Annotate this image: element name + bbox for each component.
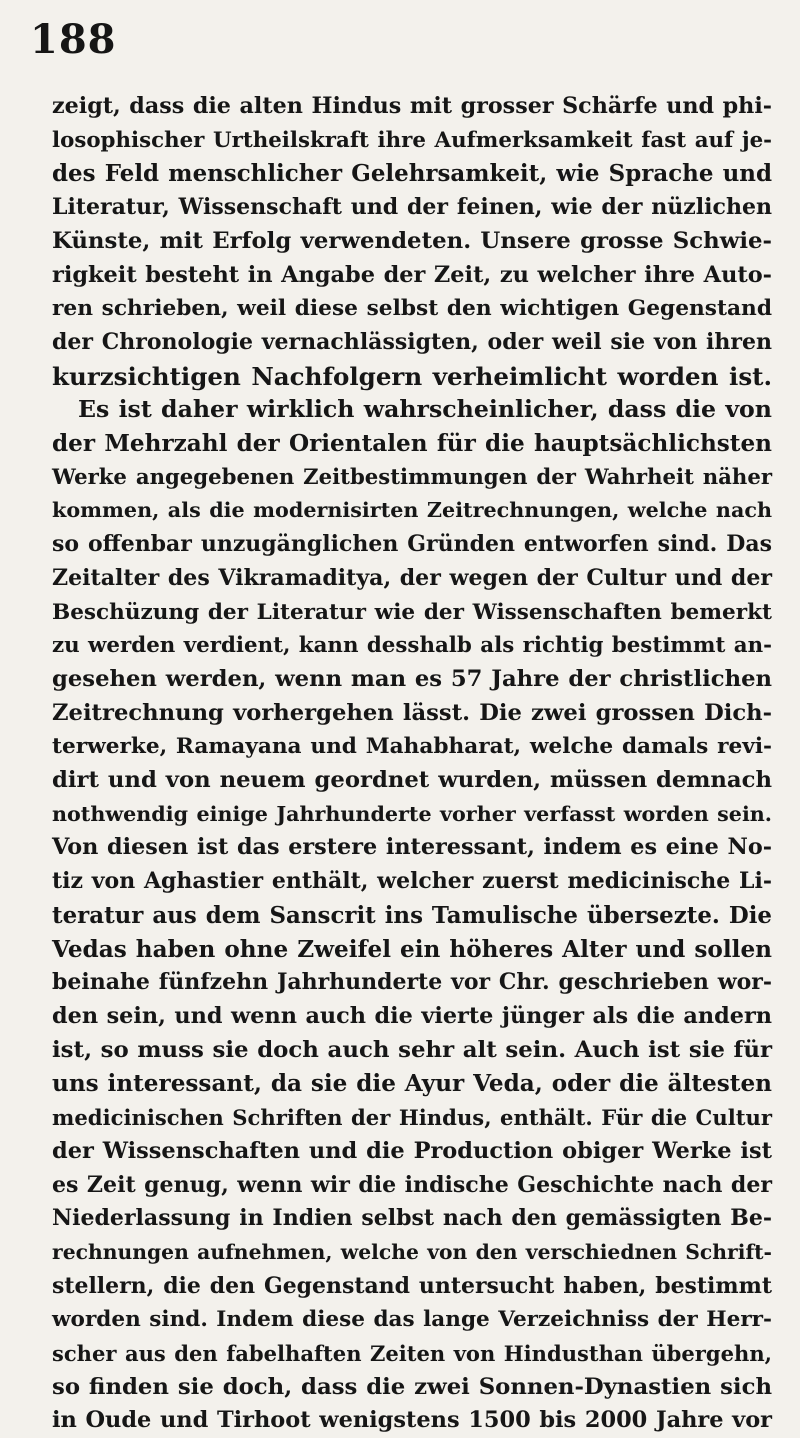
text-line: uns interessant, da sie die Ayur Veda, oder die ältesten xyxy=(52,1070,772,1098)
text-line: tiz von Aghastier enthält, welcher zuerst medicinische Li- xyxy=(52,868,772,895)
text-line: worden sind. Indem diese das lange Verzeichniss der Herr- xyxy=(52,1307,772,1333)
text-line: so finden sie doch, dass die zwei Sonnen-Dynastien sich xyxy=(52,1373,772,1400)
text-line: so offenbar unzugänglichen Gründen entworfen sind. Das xyxy=(52,531,772,558)
text-line: ren schrieben, weil diese selbst den wichtigen Gegenstand xyxy=(52,296,772,322)
text-line: rechnungen aufnehmen, welche von den verschiednen Schrift- xyxy=(52,1239,772,1264)
text-line: ist, so muss sie doch auch sehr alt sein. Auch ist sie für xyxy=(52,1036,772,1063)
text-line: des Feld menschlicher Gelehrsamkeit, wie Sprache und xyxy=(52,160,772,188)
text-line: rigkeit besteht in Angabe der Zeit, zu welcher ihre Auto- xyxy=(52,261,772,288)
text-line: beinahe fünfzehn Jahrhunderte vor Chr. geschrieben wor- xyxy=(52,969,772,996)
text-line: es Zeit genug, wenn wir die indische Geschichte nach der xyxy=(52,1171,772,1198)
text-line: Zeitrechnung vorhergehen lässt. Die zwei grossen Dich- xyxy=(52,699,772,726)
text-line: losophischer Urtheilskraft ihre Aufmerksamkeit fast auf je- xyxy=(52,127,772,153)
text-line: zeigt, dass die alten Hindus mit grosser Schärfe und phi- xyxy=(52,93,772,119)
text-line: terwerke, Ramayana und Mahabharat, welche damals revi- xyxy=(52,734,772,760)
body-text xyxy=(52,90,772,1438)
text-line: scher aus den fabelhaften Zeiten von Hindusthan übergehn, xyxy=(52,1341,772,1367)
text-line: Werke angegebenen Zeitbestimmungen der Wahrheit näher xyxy=(52,464,772,490)
text-line: zu werden verdient, kann desshalb als richtig bestimmt an- xyxy=(52,633,772,659)
text-line: der Chronologie vernachlässigten, oder weil sie von ihren xyxy=(52,328,772,355)
text-line: medicinischen Schriften der Hindus, enthält. Für die Cultur xyxy=(52,1105,772,1131)
text-line: den sein, und wenn auch die vierte jünger als die andern xyxy=(52,1002,772,1029)
text-line: Vedas haben ohne Zweifel ein höheres Alter und sollen xyxy=(52,935,772,963)
page-number: 188 xyxy=(30,16,117,63)
text-line: nothwendig einige Jahrhunderte vorher verfasst worden sein. xyxy=(52,801,772,826)
text-line: in Oude und Tirhoot wenigstens 1500 bis 2000 Jahre vor xyxy=(52,1407,772,1434)
text-line: der Mehrzahl der Orientalen für die hauptsächlichsten xyxy=(52,430,772,458)
text-line: Literatur, Wissenschaft und der feinen, wie der nüzlichen xyxy=(52,194,772,221)
text-line: der Wissenschaften und die Production obiger Werke ist xyxy=(52,1137,772,1164)
text-line: stellern, die den Gegenstand untersucht haben, bestimmt xyxy=(52,1272,772,1299)
text-line: Es ist daher wirklich wahrscheinlicher, dass die von xyxy=(78,395,772,424)
text-line: Künste, mit Erfolg verwendeten. Unsere grosse Schwie- xyxy=(52,227,772,254)
text-line: Beschüzung der Literatur wie der Wissenschaften bemerkt xyxy=(52,599,772,625)
text-line: kommen, als die modernisirten Zeitrechnungen, welche nach xyxy=(52,498,772,523)
text-line: Zeitalter des Vikramaditya, der wegen der Cultur und der xyxy=(52,564,772,591)
text-line: gesehen werden, wenn man es 57 Jahre der christlichen xyxy=(52,665,772,692)
text-line: kurzsichtigen Nachfolgern verheimlicht worden ist. xyxy=(52,361,772,391)
text-line: teratur aus dem Sanscrit ins Tamulische übersezte. Die xyxy=(52,901,772,929)
text-line: Von diesen ist das erstere interessant, indem es eine No- xyxy=(52,834,772,861)
text-line: Niederlassung in Indien selbst nach den gemässigten Be- xyxy=(52,1205,772,1232)
text-line: dirt und von neuem geordnet wurden, müssen demnach xyxy=(52,767,772,794)
